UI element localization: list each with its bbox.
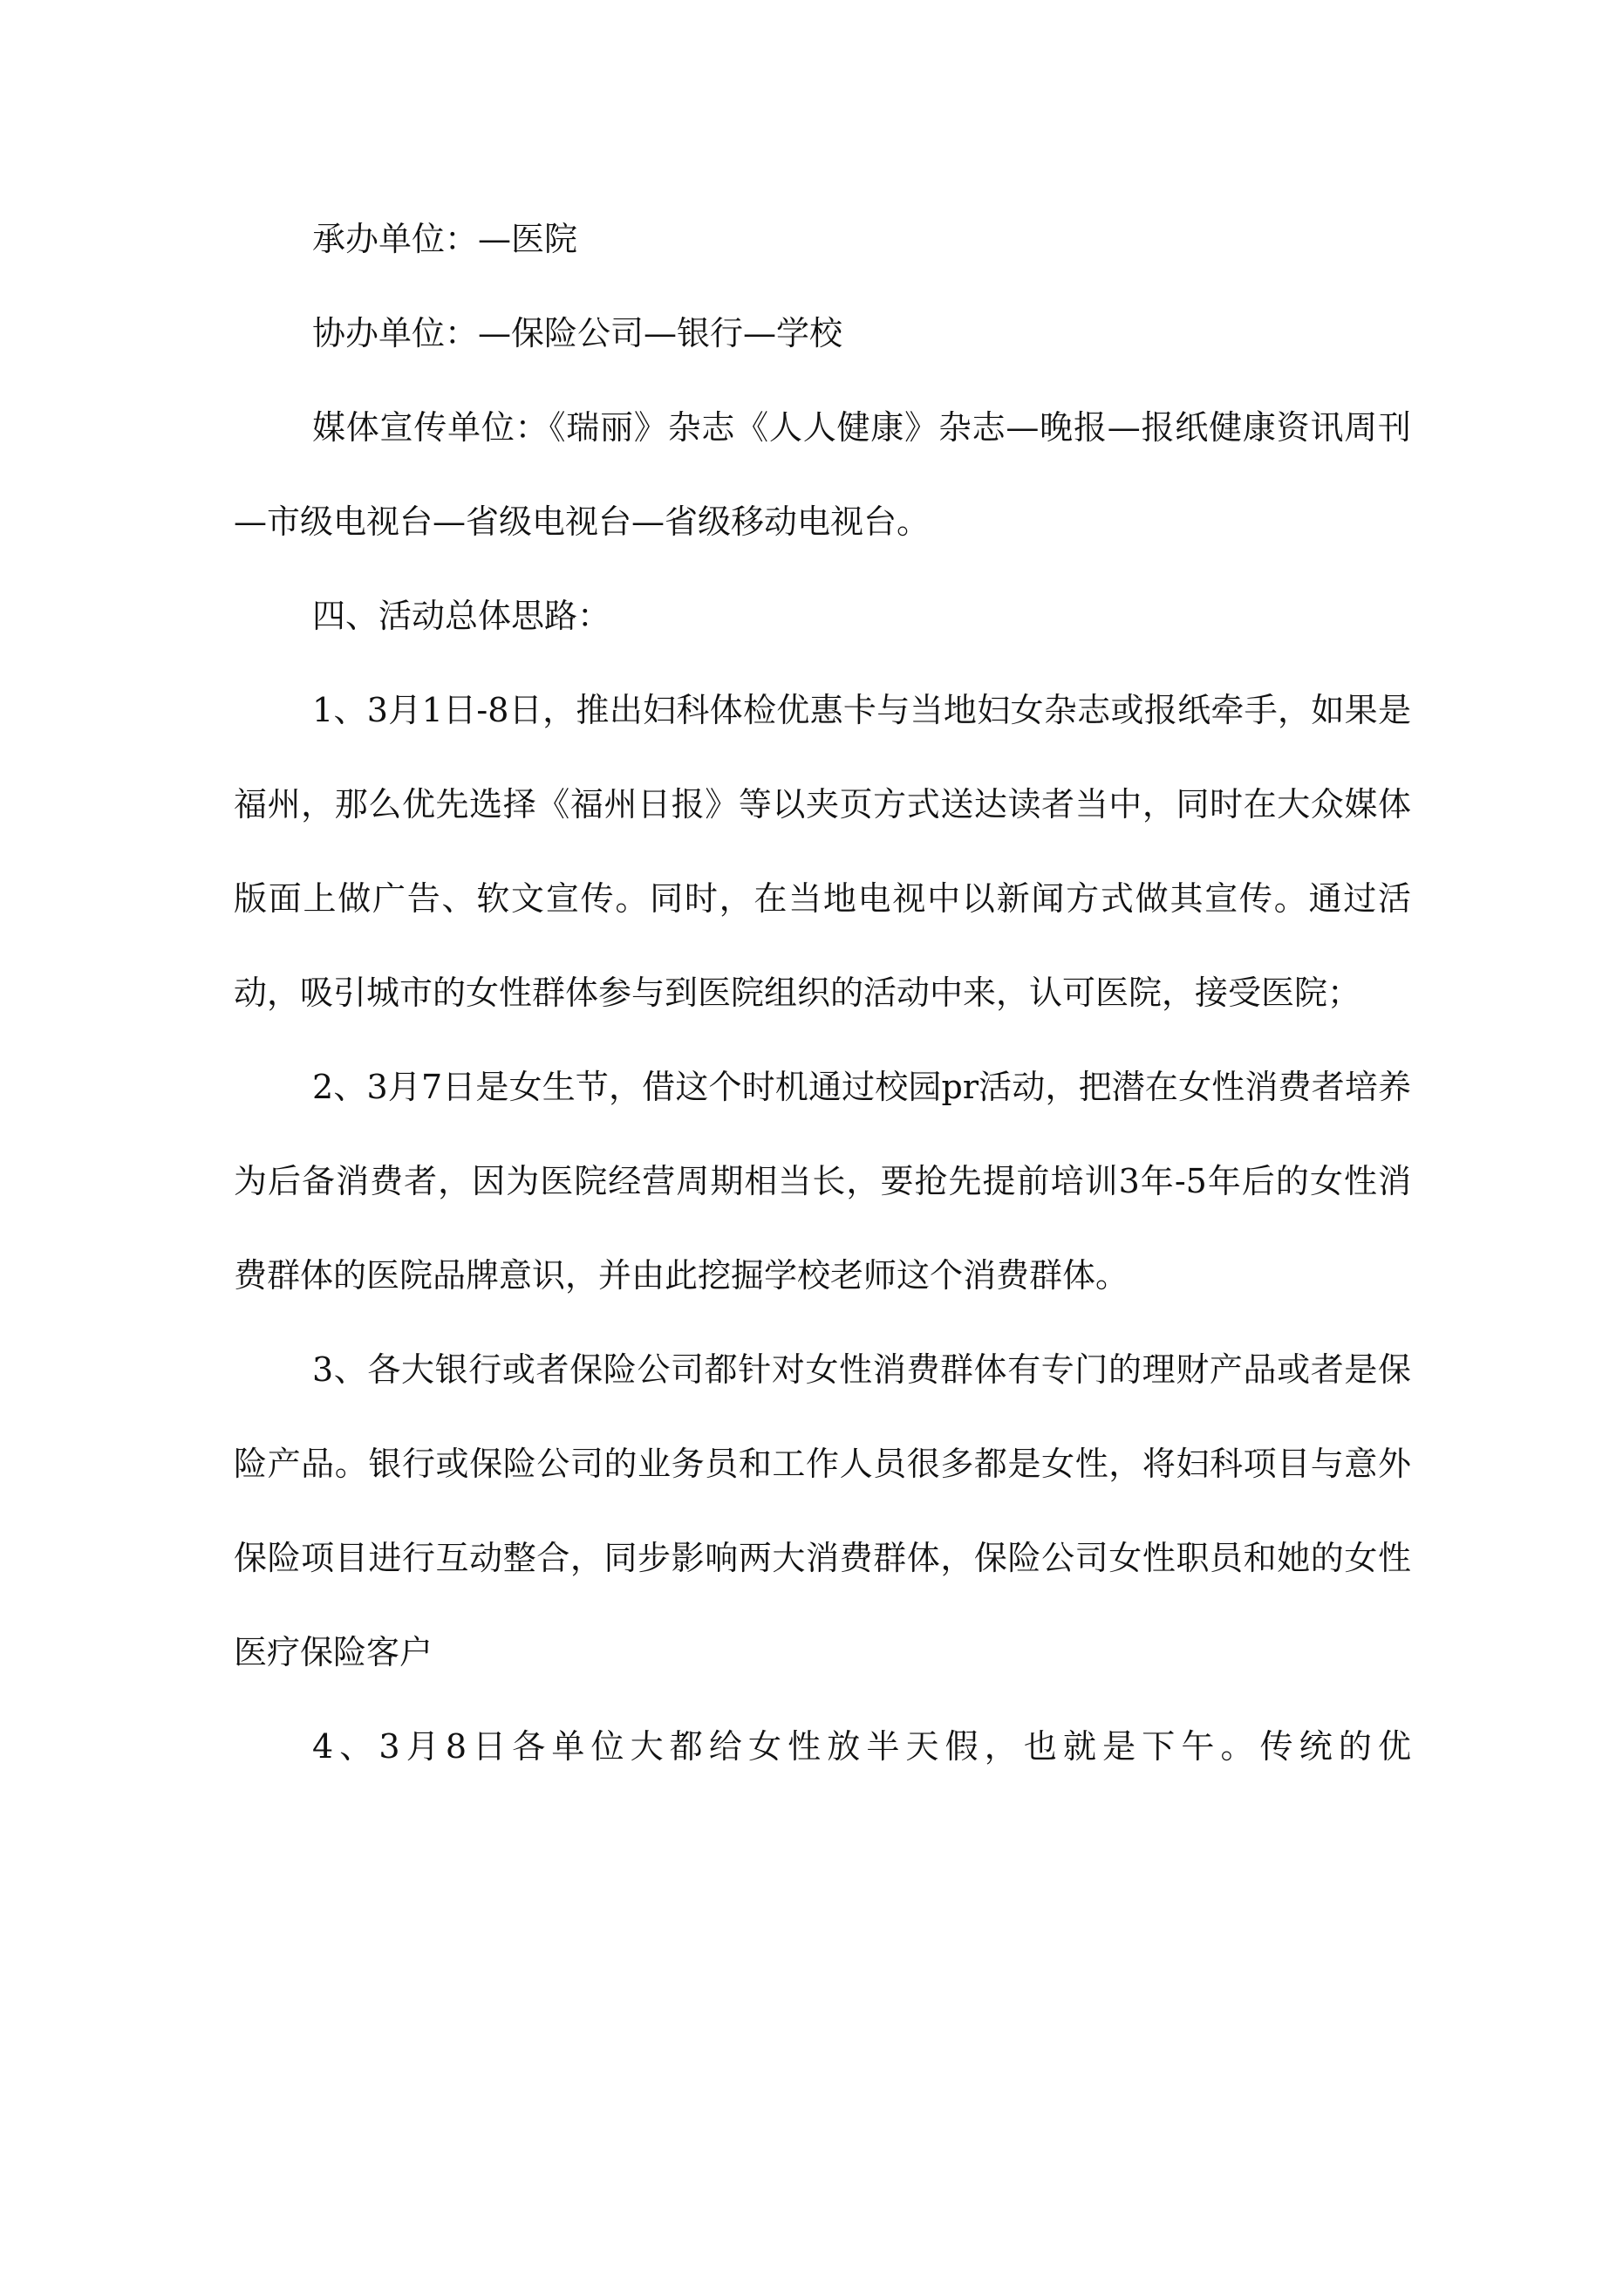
paragraph-media-partners: 媒体宣传单位：《瑞丽》杂志《人人健康》杂志—晚报—报纸健康资讯周刊—市级电视台—省级电视台—省级移动电视台。	[234, 408, 1411, 541]
paragraph-organizer: 承办单位：—医院	[312, 220, 578, 258]
paragraph-item-3: 3、各大银行或者保险公司都针对女性消费群体有专门的理财产品或者是保险产品。银行或保险公司的业务员和工作人员很多都是女性，将妇科项目与意外保险项目进行互动整合，同步影响两大消费群体，保险公司女性职员和她的女性医疗保险客户	[234, 1350, 1411, 1671]
paragraph-co-organizer: 协办单位：—保险公司—银行—学校	[312, 314, 843, 352]
section-heading-overall-plan: 四、活动总体思路：	[312, 597, 611, 635]
paragraph-item-1: 1、3月1日-8日，推出妇科体检优惠卡与当地妇女杂志或报纸牵手，如果是福州，那么优先选择《福州日报》等以夹页方式送达读者当中，同时在大众媒体版面上做广告、软文宣传。同时，在当地电视中以新闻方式做其宣传。通过活动，吸引城市的女性群体参与到医院组织的活动中来，认可医院，接受医院；	[234, 691, 1411, 1012]
paragraph-item-4: 4、3月8日各单位大都给女性放半天假，也就是下午。传统的优	[312, 1727, 1411, 1766]
paragraph-item-2: 2、3月7日是女生节，借这个时机通过校园pr活动，把潜在女性消费者培养为后备消费者，因为医院经营周期相当长，要抢先提前培训3年-5年后的女性消费群体的医院品牌意识，并由此挖掘学校老师这个消费群体。	[234, 1068, 1411, 1295]
document-body	[234, 192, 1411, 1794]
